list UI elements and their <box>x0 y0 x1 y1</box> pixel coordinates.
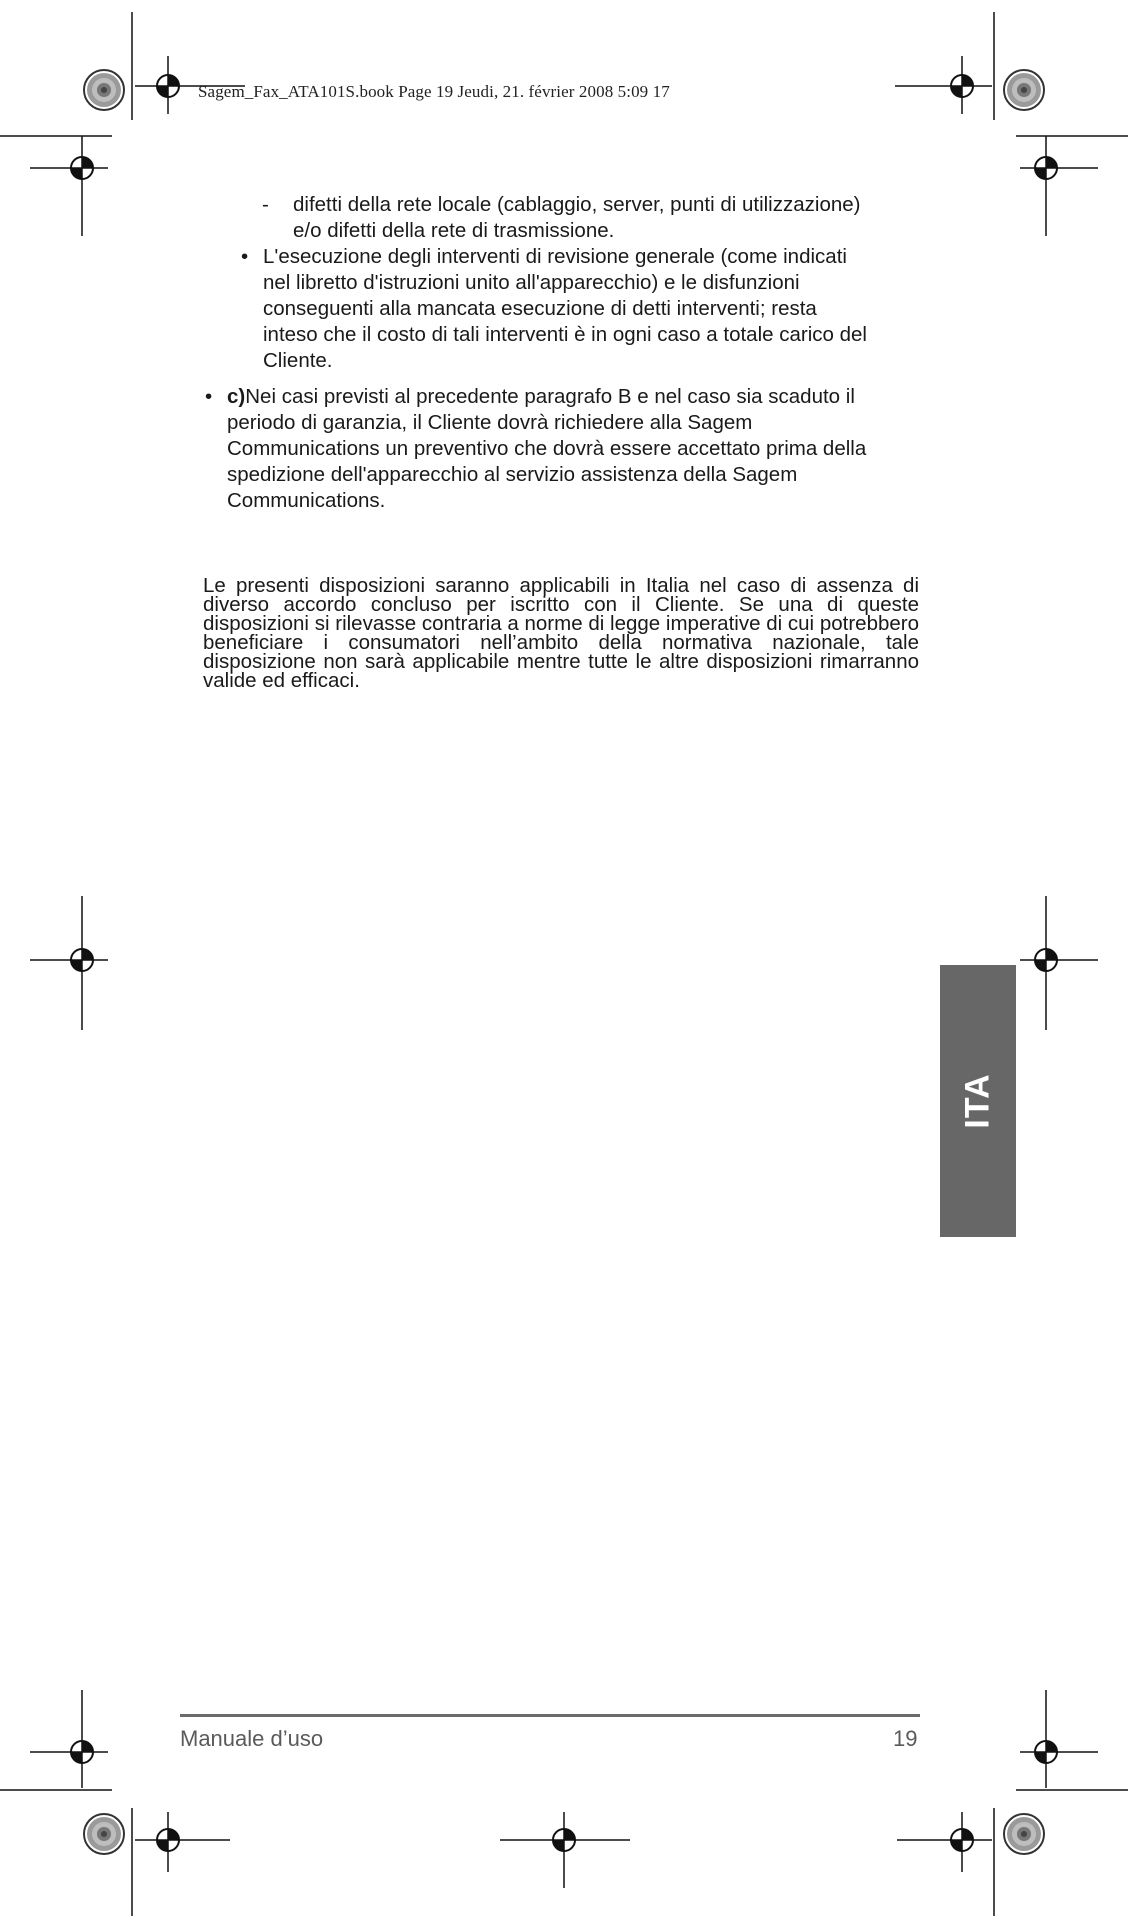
dash-list-item <box>207 192 917 244</box>
registration-mark-icon <box>157 1829 179 1851</box>
main-bullet-line: spedizione dell'apparecchio al servizio assistenza della Sagem <box>227 463 798 486</box>
item-label: c) <box>227 385 246 408</box>
bullet-marker: • <box>241 245 249 268</box>
language-tab <box>940 965 1016 1237</box>
footer-title: Manuale d’uso <box>180 1726 324 1751</box>
warranty-exclusions <box>207 192 917 514</box>
footer-divider <box>180 1714 920 1717</box>
bullet-marker: • <box>205 385 213 408</box>
dash-item-line: e/o difetti della rete di trasmissione. <box>293 219 615 242</box>
registration-mark-icon <box>951 1829 973 1851</box>
registration-mark-icon <box>553 1829 575 1851</box>
registration-mark-icon <box>951 75 973 97</box>
sub-bullet-line: inteso che il costo di tali interventi è in ogni caso a totale carico del <box>263 323 867 346</box>
starburst-target-icon <box>1004 70 1044 110</box>
main-bullet-line: Communications un preventivo che dovrà essere accettato prima della <box>227 437 867 460</box>
registration-mark-icon <box>1035 157 1057 179</box>
dash-item-line: difetti della rete locale (cablaggio, server, punti di utilizzazione) <box>293 193 861 216</box>
main-bullet-line: Nei casi previsti al precedente paragrafo B e nel caso sia scaduto il <box>245 385 855 408</box>
starburst-target-icon <box>84 70 124 110</box>
sub-bullet-line: nel libretto d'istruzioni unito all'apparecchio) e le disfunzioni <box>263 271 800 294</box>
language-tab-label: ITA <box>958 1073 997 1129</box>
registration-mark-icon <box>1035 949 1057 971</box>
dash-marker: - <box>262 193 269 216</box>
registration-mark-icon <box>71 949 93 971</box>
main-bullet-line: Communications. <box>227 489 386 512</box>
sub-bullet-line: Cliente. <box>263 349 333 372</box>
starburst-target-icon <box>84 1814 124 1854</box>
main-bullet-item-c <box>207 384 917 514</box>
book-slug-header: Sagem_Fax_ATA101S.book Page 19 Jeudi, 21. février 2008 5:09 17 <box>198 82 670 101</box>
starburst-target-icon <box>1004 1814 1044 1854</box>
registration-mark-icon <box>71 1741 93 1763</box>
registration-mark-icon <box>1035 1741 1057 1763</box>
registration-mark-icon <box>157 75 179 97</box>
sub-bullet-line: L'esecuzione degli interventi di revisione generale (come indicati <box>263 245 847 268</box>
main-bullet-line: periodo di garanzia, il Cliente dovrà richiedere alla Sagem <box>227 411 753 434</box>
sub-bullet-item <box>207 244 917 374</box>
closing-paragraph: Le presenti disposizioni saranno applicabili in Italia nel caso di assenza di diverso accordo concluso per iscritto con il Cliente. Se una di queste disposizioni si rilevasse contraria a norme di legge imperative di cui potrebbero beneficiare i consumatori nell’ambito della normativa nazionale, tale disposizione non sarà applicabile mentre tutte le altre disposizioni rimarranno valide ed efficaci. <box>203 574 919 692</box>
page-number: 19 <box>893 1726 918 1751</box>
sub-bullet-line: conseguenti alla mancata esecuzione di detti interventi; resta <box>263 297 817 320</box>
registration-mark-icon <box>71 157 93 179</box>
